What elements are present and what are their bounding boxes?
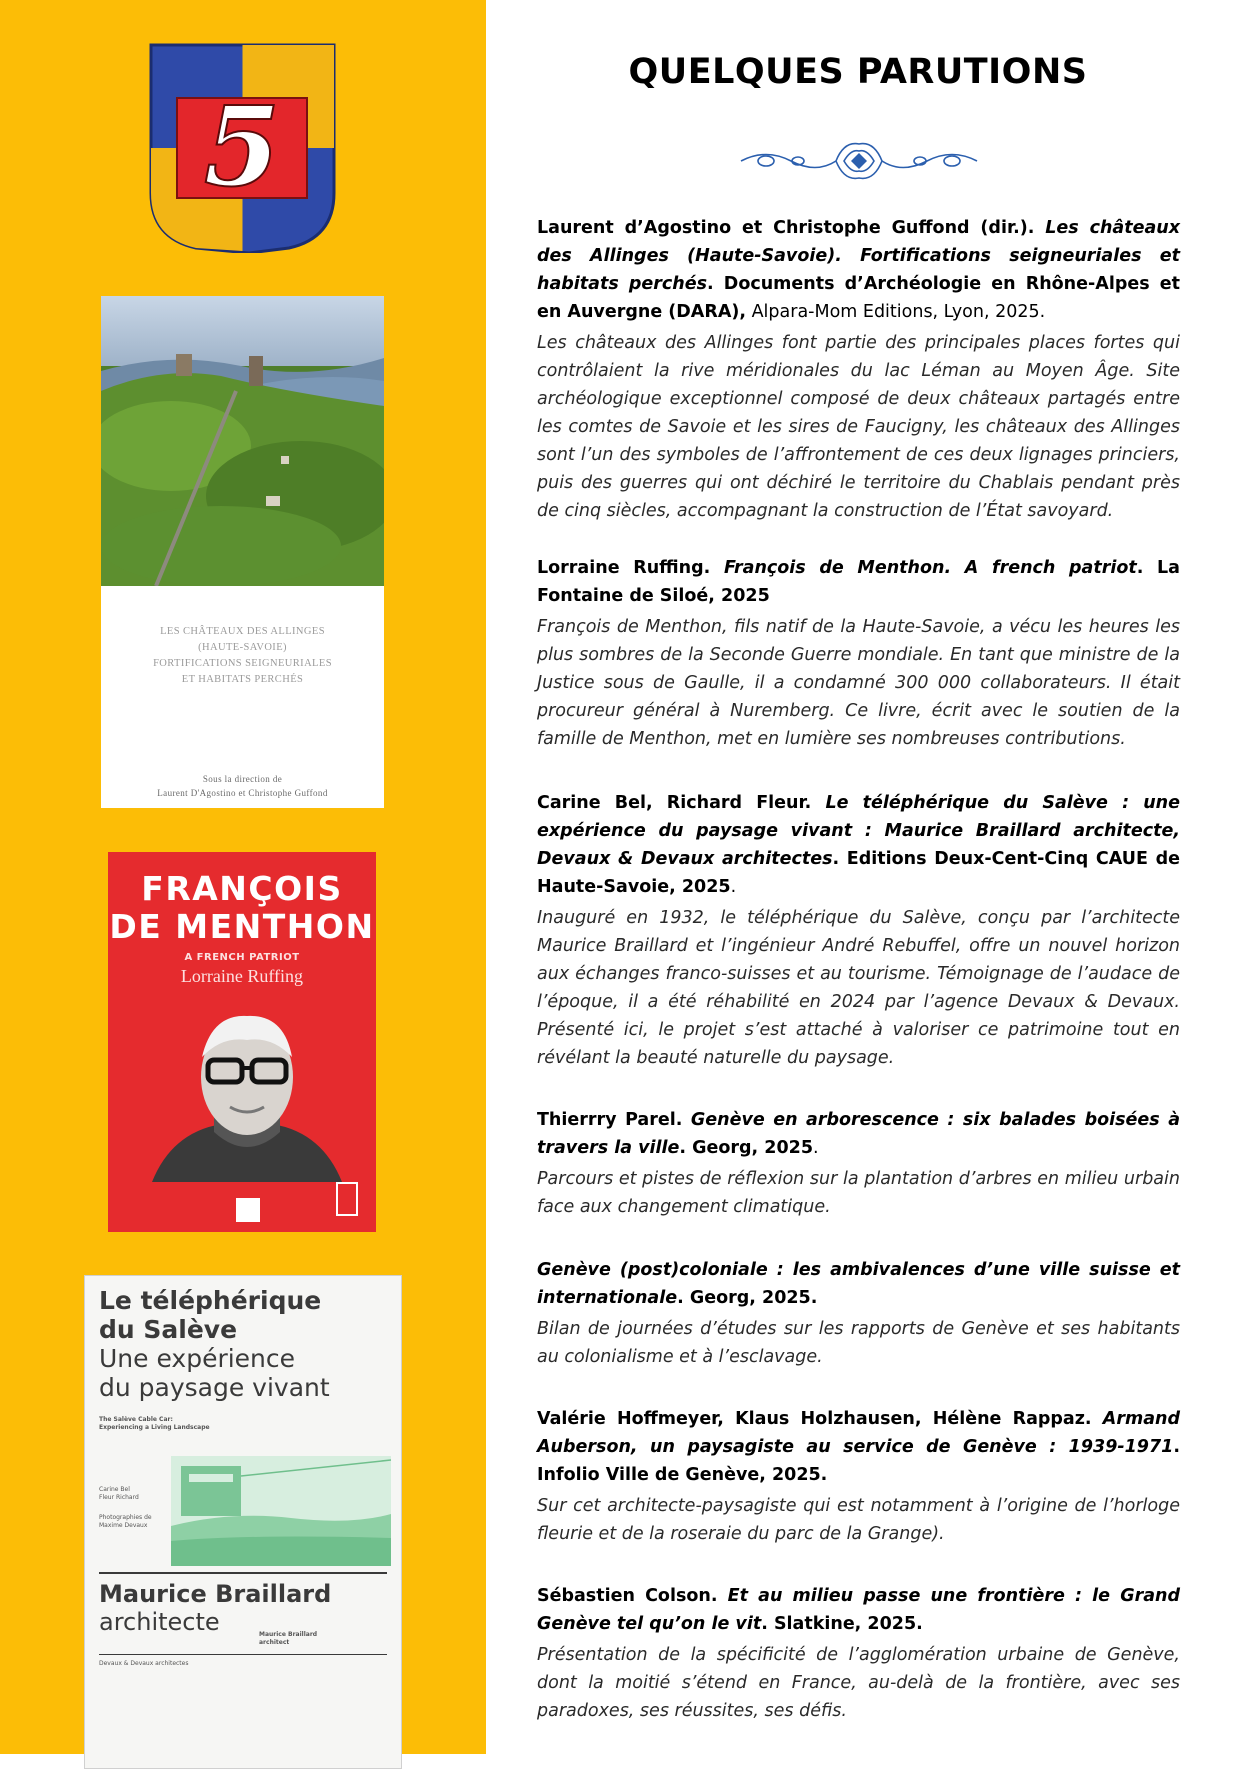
landscape-photo: [101, 296, 384, 586]
cover-title-line: ET HABITATS PERCHÉS: [181, 674, 304, 685]
entry-title: Armand Auberson, un paysagiste au service de Genève : 1939-1971: [537, 1409, 1180, 1457]
entry-description: Parcours et pistes de réflexion sur la plantation d’arbres en milieu urbain face aux changement climatique.: [537, 1169, 1180, 1217]
entry-reference: [537, 554, 1180, 610]
cable-car-photo: [171, 1456, 391, 1566]
cover-title-line: FRANÇOIS: [141, 869, 343, 908]
entry-publisher: . Slatkine, 2025.: [761, 1614, 923, 1634]
publisher-logo: [236, 1198, 260, 1222]
cover-photo-line: Maxime Devaux: [99, 1522, 148, 1529]
ornament-divider-icon: [736, 136, 982, 186]
publication-entry: [537, 1582, 1180, 1725]
entry-publisher: . Georg, 2025: [679, 1138, 814, 1158]
page-title: QUELQUES PARUTIONS: [628, 52, 1088, 92]
entry-reference: [537, 1582, 1180, 1638]
cover-credit-line: Sous la direction de: [202, 774, 283, 784]
cover-architect-line: Maurice Braillard: [99, 1580, 332, 1608]
cover-subtitle: A FRENCH PATRIOT: [184, 952, 300, 963]
publication-entry: [537, 1405, 1180, 1548]
entry-reference: [537, 1256, 1180, 1312]
entry-title: Genève (post)coloniale : les ambivalences d’une ville suisse et internationale: [537, 1260, 1180, 1308]
cover-author: Lorraine Ruffing: [180, 966, 304, 986]
publication-entry: [537, 1106, 1180, 1221]
cover-english-line: Experiencing a Living Landscape: [99, 1424, 210, 1431]
book-cover-saleve: [84, 1275, 402, 1769]
entry-reference: [537, 1106, 1180, 1162]
publication-entry: [537, 1256, 1180, 1371]
publication-entry: [537, 214, 1180, 525]
cover-architect-small: architect: [259, 1639, 290, 1646]
cover-title-line: Le téléphérique: [99, 1286, 322, 1315]
entry-publisher: . Georg, 2025.: [677, 1288, 818, 1308]
sidebar: [0, 0, 486, 1754]
entry-authors: Sébastien Colson.: [537, 1586, 728, 1606]
cover-author-line: Carine Bel: [99, 1486, 130, 1493]
cover-firm: Devaux & Devaux architectes: [99, 1660, 189, 1667]
cover-architect-small: Maurice Braillard: [259, 1631, 318, 1638]
entry-authors: Laurent d’Agostino et Christophe Guffond (dir.).: [537, 218, 1046, 238]
cover-title-line: (HAUTE-SAVOIE): [198, 642, 287, 653]
entry-title: Les châteaux des Allinges (Haute-Savoie). Fortifications seigneuriales et habitats perchés: [537, 218, 1180, 294]
collection-logo: [336, 1182, 358, 1216]
entry-reference: [537, 789, 1180, 901]
entry-publisher: . Editions Deux-Cent-Cinq CAUE de Haute-Savoie, 2025: [537, 849, 1180, 897]
entry-publisher: . La Fontaine de Siloé, 2025: [537, 558, 1180, 606]
entry-description: François de Menthon, fils natif de la Haute-Savoie, a vécu les heures les plus sombres de la Seconde Guerre mondiale. En tant que ministre de la Justice sous de Gaulle, il a condamné 300 000 collaborateurs. Il était procureur général à Nuremberg. Ce livre, écrit avec le soutien de la famille de Menthon, met en lumière ses nombreuses contributions.: [537, 617, 1180, 749]
cover-photo-line: Photographies de: [99, 1514, 152, 1521]
entry-reference: [537, 1405, 1180, 1489]
book-cover-menthon: [108, 852, 376, 1232]
entry-authors: Thierrry Parel.: [537, 1110, 691, 1130]
entry-description: Sur cet architecte-paysagiste qui est notamment à l’origine de l’horloge fleurie et de la roseraie du parc de la Grange).: [537, 1496, 1180, 1544]
cover-author-line: Fleur Richard: [99, 1494, 139, 1501]
entry-title: François de Menthon. A french patriot: [723, 558, 1137, 578]
entry-authors: Lorraine Ruffing.: [537, 558, 724, 578]
cover-title-line: FORTIFICATIONS SEIGNEURIALES: [153, 658, 332, 669]
cover-rule: [99, 1572, 387, 1574]
cover-title-line: du Salève: [99, 1315, 238, 1344]
entry-description: Les châteaux des Allinges font partie des principales places fortes qui contrôlaient la rive méridionales du lac Léman au Moyen Âge. Site archéologique exceptionnel composé de deux châteaux partagés entre les comtes de Savoie et les sires de Faucigny, les châteaux des Allinges sont l’un des symboles de l’affrontement de ces deux lignages princiers, puis des guerres qui ont déchiré le territoire du Chablais pendant près de cinq siècles, accompagnant la construction de l’État savoyard.: [537, 333, 1180, 521]
entry-authors: Carine Bel, Richard Fleur.: [537, 793, 826, 813]
entry-title: Et au milieu passe une frontière : le Grand Genève tel qu’on le vit: [537, 1586, 1181, 1634]
entry-description: Présentation de la spécificité de l’agglomération urbaine de Genève, dont la moitié s’étend en France, au-delà de la frontière, avec ses paradoxes, ses réussites, ses défis.: [537, 1645, 1180, 1721]
entry-publisher: Alpara-Mom Editions, Lyon, 2025.: [746, 302, 1046, 322]
cover-subtitle-line: du paysage vivant: [99, 1373, 330, 1402]
cover-english-line: The Salève Cable Car:: [99, 1416, 173, 1423]
entry-description: Bilan de journées d’études sur les rapports de Genève et ses habitants au colonialisme et à l’esclavage.: [537, 1319, 1180, 1367]
coat-of-arms-logo: [149, 43, 336, 253]
publication-entry: [537, 554, 1180, 753]
entry-reference: [537, 214, 1180, 326]
entry-series: . Documents d’Archéologie en Rhône-Alpes et en Auvergne (DARA),: [537, 274, 1180, 322]
cover-credit-line: Laurent D'Agostino et Christophe Guffond: [157, 788, 328, 798]
entry-publisher: . Infolio Ville de Genève, 2025.: [537, 1437, 1180, 1485]
entry-punctuation: .: [813, 1138, 819, 1158]
entry-title: Le téléphérique du Salève : une expérience du paysage vivant : Maurice Braillard architecte, Devaux & Devaux architectes: [537, 793, 1181, 869]
entry-description: Inauguré en 1932, le téléphérique du Salève, conçu par l’architecte Maurice Braillard et l’ingénieur André Rebuffel, offre un nouvel horizon aux échanges franco-suisses et au tourisme. Témoignage de l’audace de l’époque, il a été réhabilité en 2024 par l’agence Devaux & Devaux. Présenté ici, le projet s’est attaché à valoriser ce patrimoine tout en révélant la beauté naturelle du paysage.: [537, 908, 1180, 1068]
crest-number: 5: [203, 82, 281, 211]
publication-entry: [537, 789, 1180, 1072]
entry-punctuation: .: [730, 877, 737, 897]
portrait-illustration: [152, 1002, 342, 1182]
book-cover-allinges: [101, 296, 384, 808]
cover-architect-line: architecte: [99, 1608, 220, 1636]
cover-rule: [99, 1654, 387, 1655]
cover-title-line: LES CHÂTEAUX DES ALLINGES: [160, 626, 325, 637]
entry-authors: Valérie Hoffmeyer, Klaus Holzhausen, Hélène Rappaz.: [537, 1409, 1103, 1429]
entry-title: Genève en arborescence : six balades boisées à travers la ville: [537, 1110, 1181, 1158]
cover-title-line: DE MENTHON: [109, 907, 375, 946]
cover-subtitle-line: Une expérience: [99, 1344, 296, 1373]
